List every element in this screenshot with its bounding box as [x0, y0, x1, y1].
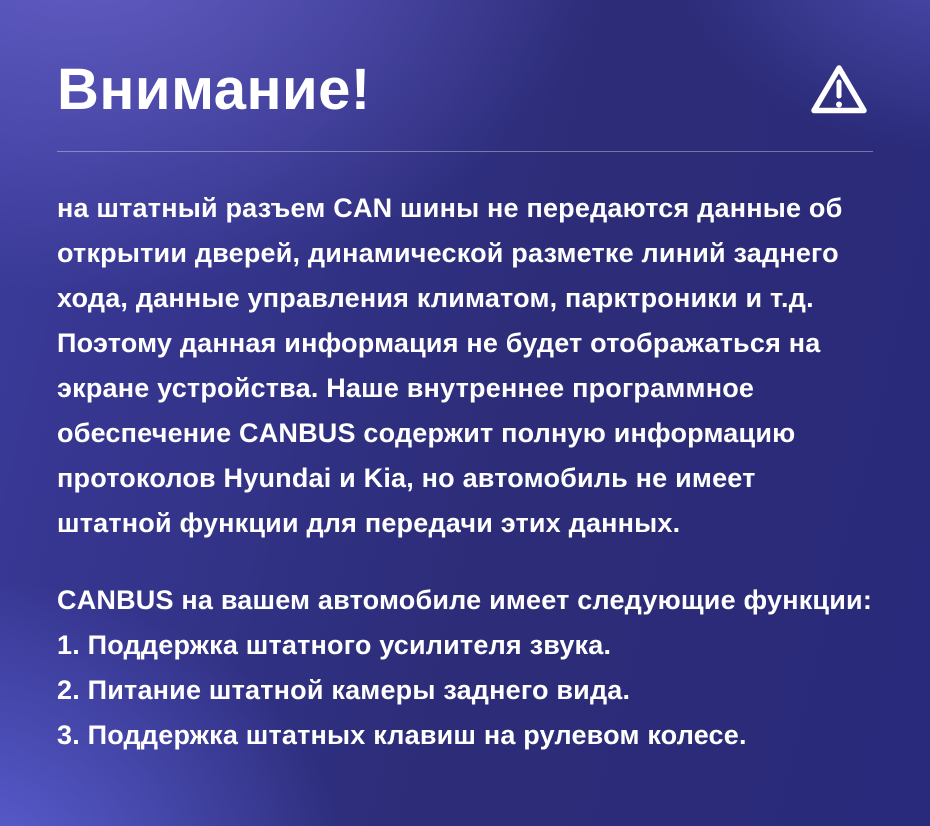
feature-item-3: 3. Поддержка штатных клавиш на рулевом колесе.: [57, 720, 747, 751]
header: [57, 52, 873, 127]
features-list: [57, 623, 873, 758]
notice-paragraph: на штатный разъем CAN шины не передаются данные об открытии дверей, динамической разметке линий заднего хода, данные управления климатом, парктроники и т.д. Поэтому данная информация не будет отображаться на экране устройства. Наше внутреннее программное обеспечение CANBUS содержит полную информацию протоколов Hyundai и Kia, но автомобиль не имеет штатной функции для передачи этих данных.: [57, 193, 843, 539]
feature-item-1: 1. Поддержка штатного усилителя звука.: [57, 630, 612, 661]
features-heading: CANBUS на вашем автомобиле имеет следующие функции:: [57, 585, 873, 616]
page-title: Внимание!: [57, 57, 371, 122]
divider-line: [57, 151, 873, 152]
feature-item-2: 2. Питание штатной камеры заднего вида.: [57, 675, 631, 706]
warning-triangle-icon: [807, 61, 871, 119]
